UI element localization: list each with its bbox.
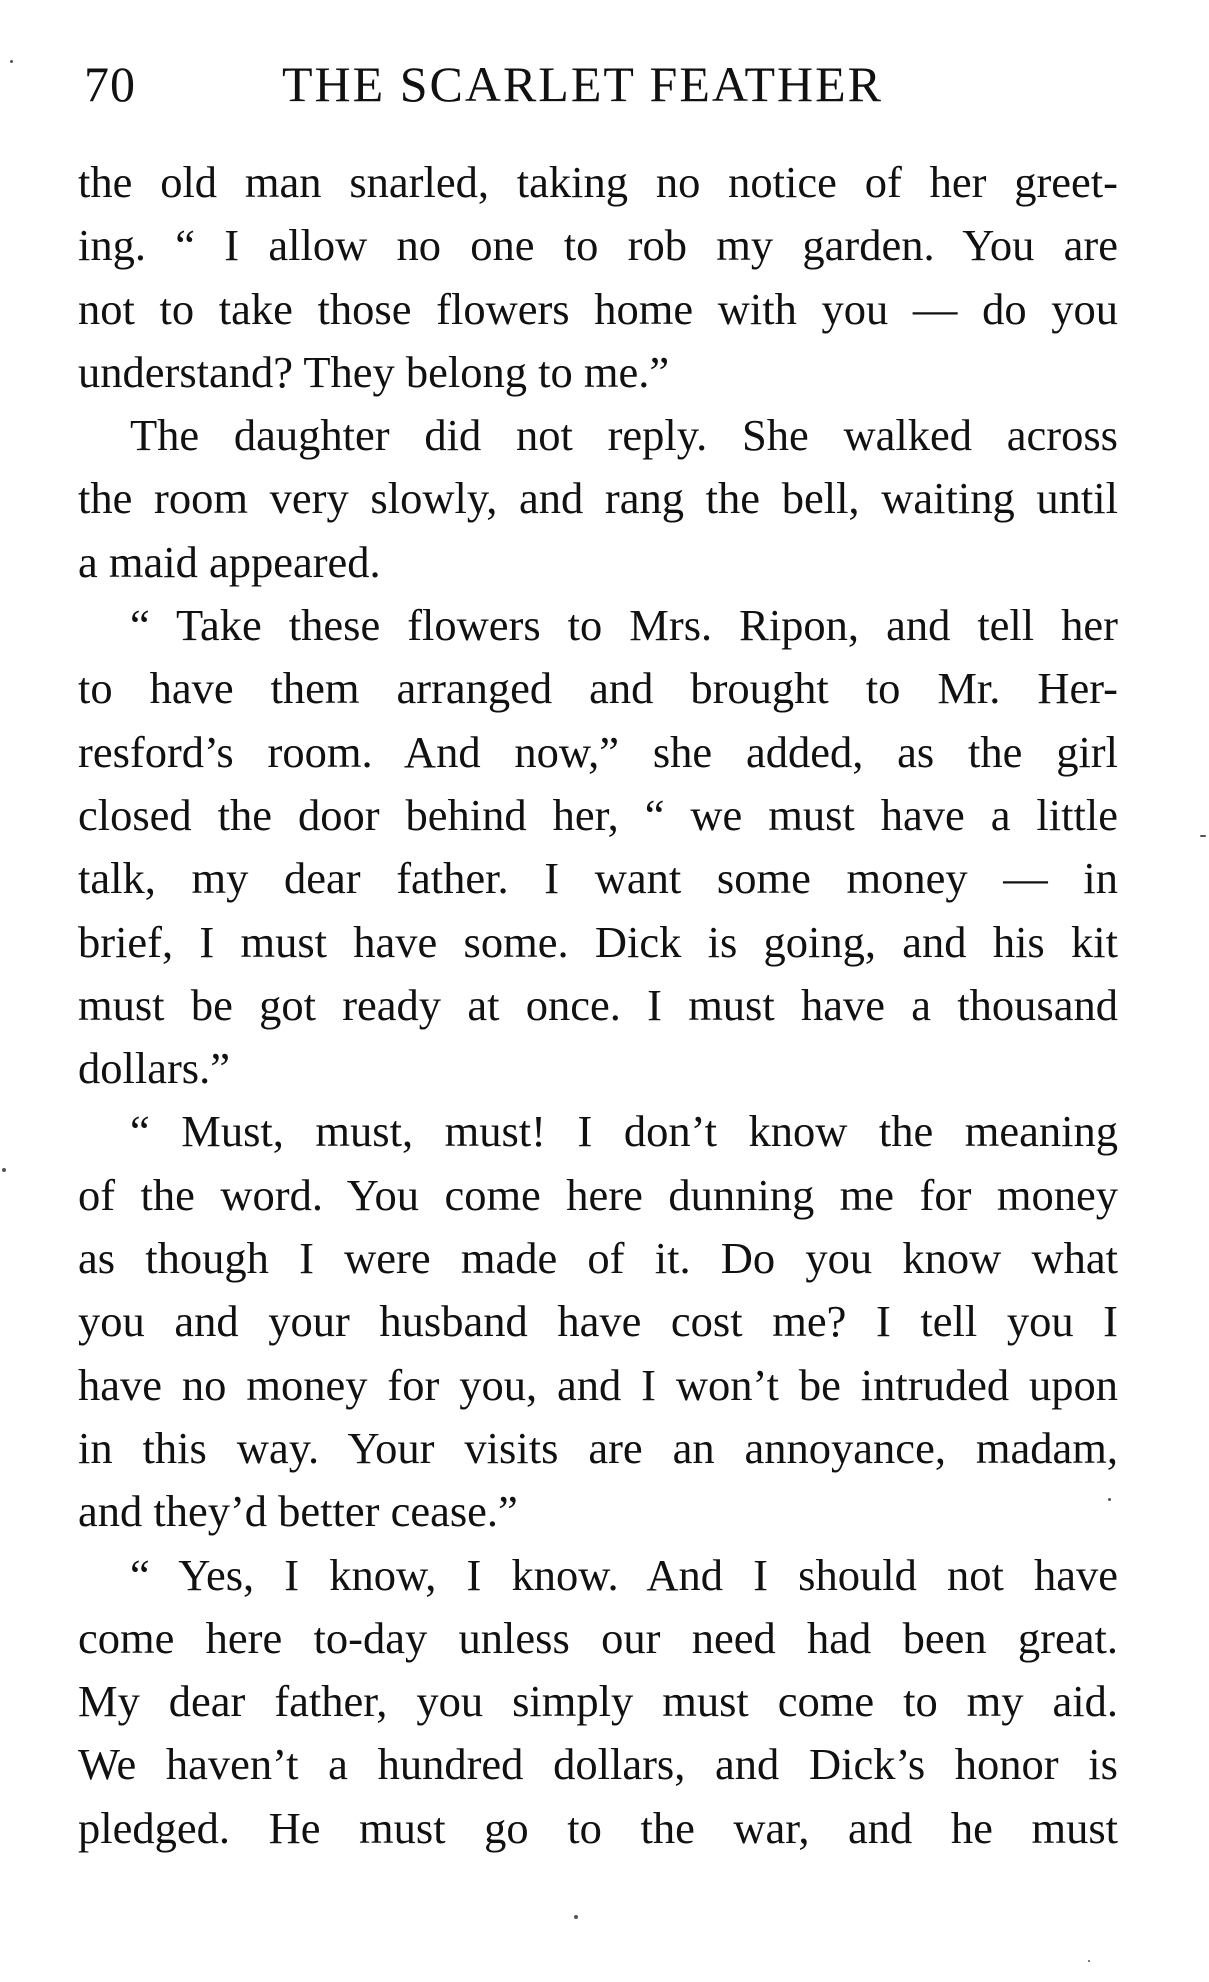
text-line: brief, I must have some. Dick is going, and his kit: [78, 916, 1118, 967]
text-line: My dear father, you simply must come to my aid.: [78, 1676, 1118, 1727]
text-line: must be got ready at once. I must have a thousand: [78, 979, 1118, 1030]
text-line: dollars.”: [78, 1043, 230, 1094]
paper-speck: [2, 1168, 6, 1172]
text-line: “ Yes, I know, I know. And I should not have: [130, 1549, 1118, 1600]
text-line: come here to-day unless our need had been great.: [78, 1612, 1118, 1663]
paper-speck: [10, 60, 13, 63]
text-line: you and your husband have cost me? I tell you I: [78, 1296, 1118, 1347]
paper-speck: [574, 1915, 578, 1919]
text-line: resford’s room. And now,” she added, as the girl: [78, 726, 1118, 777]
paper-speck: [1108, 1498, 1111, 1501]
text-line: talk, my dear father. I want some money — in: [78, 853, 1118, 904]
text-line: pledged. He must go to the war, and he must: [78, 1802, 1118, 1853]
running-head: [84, 54, 1099, 114]
text-line: closed the door behind her, “ we must have a little: [78, 789, 1118, 840]
page-number: 70: [84, 56, 136, 112]
text-line: the old man snarled, taking no notice of her greet-: [78, 157, 1118, 207]
text-line: ing. “ I allow no one to rob my garden. You are: [78, 220, 1118, 271]
text-line: We haven’t a hundred dollars, and Dick’s honor is: [78, 1739, 1118, 1790]
text-line: not to take those flowers home with you — do you: [78, 283, 1118, 334]
text-line: The daughter did not reply. She walked across: [130, 410, 1118, 461]
text-line: of the word. You come here dunning me for money: [78, 1169, 1118, 1220]
paper-speck: [1088, 1960, 1090, 1962]
running-title: THE SCARLET FEATHER: [282, 56, 883, 112]
text-line: to have them arranged and brought to Mr. Her-: [78, 663, 1118, 714]
text-line: understand? They belong to me.”: [78, 346, 670, 397]
text-line: in this way. Your visits are an annoyance, madam,: [78, 1422, 1118, 1473]
text-line: and they’d better cease.”: [78, 1486, 518, 1537]
text-line: “ Take these flowers to Mrs. Ripon, and tell her: [130, 600, 1118, 651]
text-line: the room very slowly, and rang the bell, waiting until: [78, 473, 1118, 524]
text-line: a maid appeared.: [78, 536, 381, 587]
text-line: have no money for you, and I won’t be intruded upon: [78, 1359, 1118, 1410]
body-text: [78, 151, 1118, 1860]
text-line: as though I were made of it. Do you know what: [78, 1233, 1118, 1284]
text-line: “ Must, must, must! I don’t know the meaning: [130, 1106, 1118, 1157]
paper-speck: [1200, 835, 1206, 837]
